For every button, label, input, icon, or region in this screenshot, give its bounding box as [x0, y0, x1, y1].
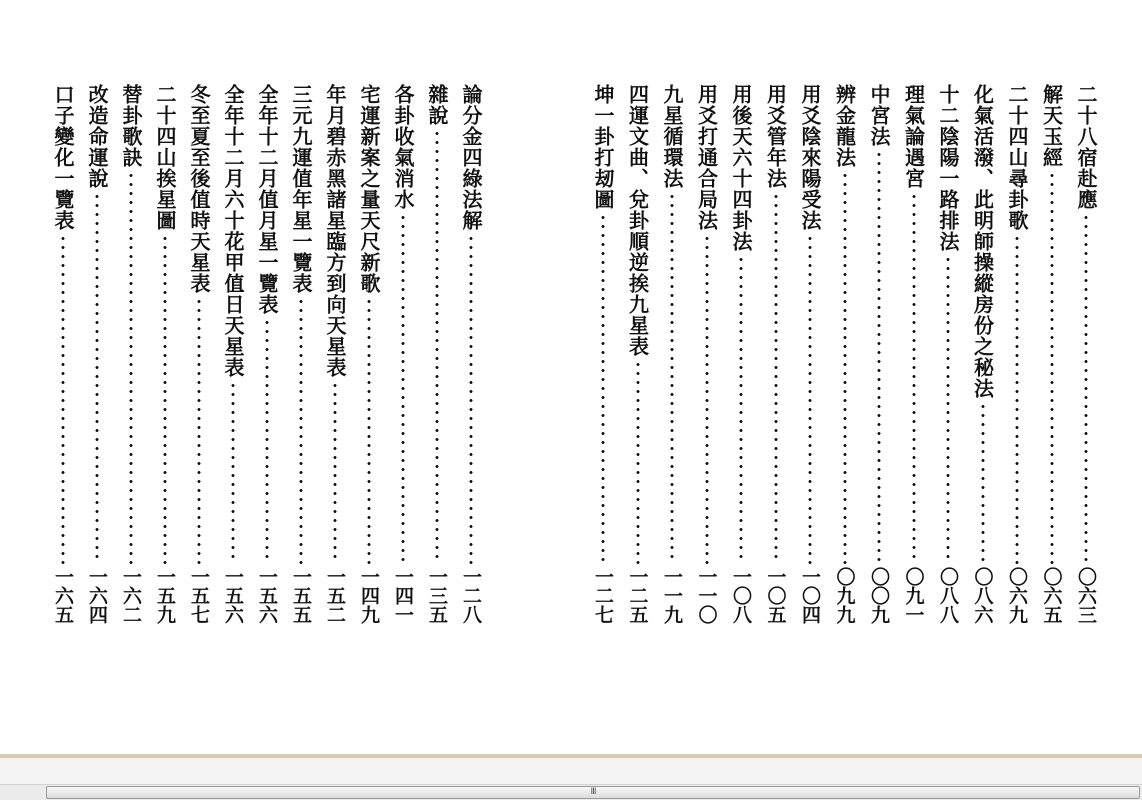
- toc-entry-title: 解天玉經: [1039, 84, 1064, 168]
- toc-dot-leader: [808, 234, 812, 564]
- toc-entry: [286, 84, 316, 624]
- toc-entry-title: 用爻打通合局法: [694, 84, 719, 231]
- toc-dot-leader: [739, 255, 743, 564]
- toc-dot-leader: [912, 192, 916, 564]
- toc-entry-title: 十二陰陽一路排法: [936, 84, 960, 252]
- toc-entry-title: 中宮法: [867, 84, 891, 147]
- toc-entry-title: 理氣論遇宮: [901, 84, 926, 189]
- toc-entry: [456, 84, 486, 624]
- toc-entry: [933, 84, 963, 624]
- toc-entry-page-number: 〇九一: [902, 567, 925, 624]
- toc-entry: [795, 84, 825, 624]
- toc-entry-page-number: 一五七: [188, 567, 210, 624]
- toc-entry-title: 雜說: [425, 84, 449, 126]
- toc-entry: [830, 84, 860, 624]
- scrollbar-grip-icon: III: [590, 787, 596, 797]
- toc-entry-page-number: 一〇五: [764, 567, 787, 624]
- toc-dot-leader: [129, 171, 133, 564]
- toc-entry-page-number: 一四九: [358, 567, 380, 624]
- toc-entry: [388, 84, 418, 624]
- toc-entry-title: 二十四山挨星圖: [153, 84, 177, 231]
- toc-dot-leader: [435, 129, 439, 564]
- toc-entry: [422, 84, 452, 624]
- toc-dot-leader: [299, 297, 303, 564]
- toc-entry-page-number: 一〇八: [730, 567, 752, 624]
- toc-entry-page-number: 一二七: [592, 567, 614, 624]
- toc-dot-leader: [61, 234, 65, 564]
- toc-entry: [1037, 84, 1067, 624]
- toc-dot-leader: [843, 171, 847, 564]
- toc-dot-leader: [601, 213, 605, 564]
- toc-entry: [320, 84, 350, 624]
- toc-entry-title: 替卦歌訣: [119, 84, 143, 168]
- toc-entry: [252, 84, 282, 624]
- toc-dot-leader: [163, 234, 167, 564]
- toc-entry: [184, 84, 214, 624]
- toc-dot-leader: [231, 381, 235, 564]
- toc-dot-leader: [705, 234, 709, 564]
- toc-entry-title: 年月碧赤黑諸星臨方到向天星表: [323, 84, 347, 378]
- toc-entry-title: 二十八宿赴應: [1074, 84, 1098, 210]
- toc-dot-leader: [877, 150, 881, 564]
- toc-entry: [899, 84, 929, 624]
- toc-entry: [48, 84, 78, 624]
- toc-entry: [623, 84, 653, 624]
- toc-entry-title: 辨金龍法: [832, 84, 857, 168]
- toc-entry-page-number: 一二八: [460, 567, 482, 624]
- toc-entry-title: 用爻陰來陽受法: [798, 84, 822, 231]
- toc-entry-page-number: 〇九九: [833, 567, 856, 624]
- toc-entry: [968, 84, 998, 624]
- toc-entry-page-number: 一三五: [426, 567, 448, 624]
- toc-entry-title: 三元九運值年星一覽表: [289, 84, 313, 294]
- toc-entry-page-number: 一五二: [324, 567, 346, 624]
- status-area: [0, 758, 1142, 784]
- toc-entry-title: 四運文曲、兌卦順逆挨九星表: [625, 84, 650, 357]
- toc-entry: [692, 84, 722, 624]
- toc-dot-leader: [469, 234, 473, 564]
- toc-entry: [116, 84, 146, 624]
- toc-entry-page-number: 〇八六: [971, 567, 994, 624]
- toc-entry-page-number: 一四一: [392, 567, 414, 624]
- toc-entry: [82, 84, 112, 624]
- toc-entry-page-number: 一二五: [626, 567, 649, 624]
- toc-entry-page-number: 〇六五: [1040, 567, 1063, 624]
- toc-dot-leader: [367, 297, 371, 564]
- toc-entry-page-number: 〇八八: [937, 567, 959, 624]
- toc-entry: [218, 84, 248, 624]
- toc-entry: [588, 84, 618, 624]
- toc-entry-page-number: 〇〇九: [868, 567, 890, 624]
- toc-entry-page-number: 一一九: [661, 567, 683, 624]
- toc-dot-leader: [401, 213, 405, 564]
- scrollbar-thumb[interactable]: [46, 786, 1140, 799]
- toc-entry-title: 各卦收氣消水: [391, 84, 415, 210]
- toc-entry: [1002, 84, 1032, 624]
- toc-dot-leader: [1015, 234, 1019, 564]
- toc-entry: [150, 84, 180, 624]
- toc-entry-title: 論分金四綠法解: [459, 84, 483, 231]
- toc-entry-page-number: 〇六九: [1006, 567, 1028, 624]
- toc-dot-leader: [333, 381, 337, 564]
- toc-dot-leader: [197, 297, 201, 564]
- toc-entry-title: 用爻管年法: [763, 84, 788, 189]
- toc-entry-page-number: 〇六三: [1075, 567, 1097, 624]
- toc-entry-title: 二十四山尋卦歌: [1005, 84, 1029, 231]
- toc-dot-leader: [774, 192, 778, 564]
- toc-entry-title: 改造命運說: [85, 84, 109, 189]
- toc-entry: [761, 84, 791, 624]
- toc-entry: [726, 84, 756, 624]
- toc-entry: [1071, 84, 1101, 624]
- toc-dot-leader: [1050, 171, 1054, 564]
- toc-dot-leader: [670, 192, 674, 564]
- toc-entry-title: 冬至夏至後值時天星表: [187, 84, 211, 294]
- toc-entry: [864, 84, 894, 624]
- toc-dot-leader: [1084, 213, 1088, 564]
- toc-entry: [657, 84, 687, 624]
- toc-entry-page-number: 一六五: [52, 567, 74, 624]
- toc-dot-leader: [95, 192, 99, 564]
- toc-entry-page-number: 一〇四: [799, 567, 821, 624]
- toc-entry: [354, 84, 384, 624]
- toc-entry-page-number: 一五六: [222, 567, 244, 624]
- toc-entry-page-number: 一六二: [120, 567, 142, 624]
- toc-entry-title: 用後天六十四卦法: [729, 84, 753, 252]
- toc-dot-leader: [946, 255, 950, 564]
- toc-entry-title: 全年十二月六十花甲值日天星表: [221, 84, 245, 378]
- toc-entry-title: 九星循環法: [660, 84, 684, 189]
- toc-entry-title: 坤一卦打刼圖: [591, 84, 615, 210]
- toc-entry-title: 口子變化一覽表: [51, 84, 75, 231]
- toc-entry-page-number: 一五五: [290, 567, 312, 624]
- toc-dot-leader: [981, 402, 985, 564]
- toc-dot-leader: [636, 360, 640, 564]
- toc-entry-title: 化氣活潑、此明師操縱房份之秘法: [970, 84, 995, 399]
- toc-entry-title: 全年十二月值月星一覽表: [255, 84, 279, 315]
- toc-entry-page-number: 一五九: [154, 567, 176, 624]
- toc-entry-page-number: 一五六: [256, 567, 278, 624]
- toc-dot-leader: [265, 318, 269, 564]
- toc-entry-title: 宅運新案之量天尺新歌: [357, 84, 381, 294]
- toc-entry-page-number: 一六四: [86, 567, 108, 624]
- horizontal-scrollbar[interactable]: [0, 784, 1142, 800]
- toc-entry-page-number: 一一〇: [695, 567, 718, 624]
